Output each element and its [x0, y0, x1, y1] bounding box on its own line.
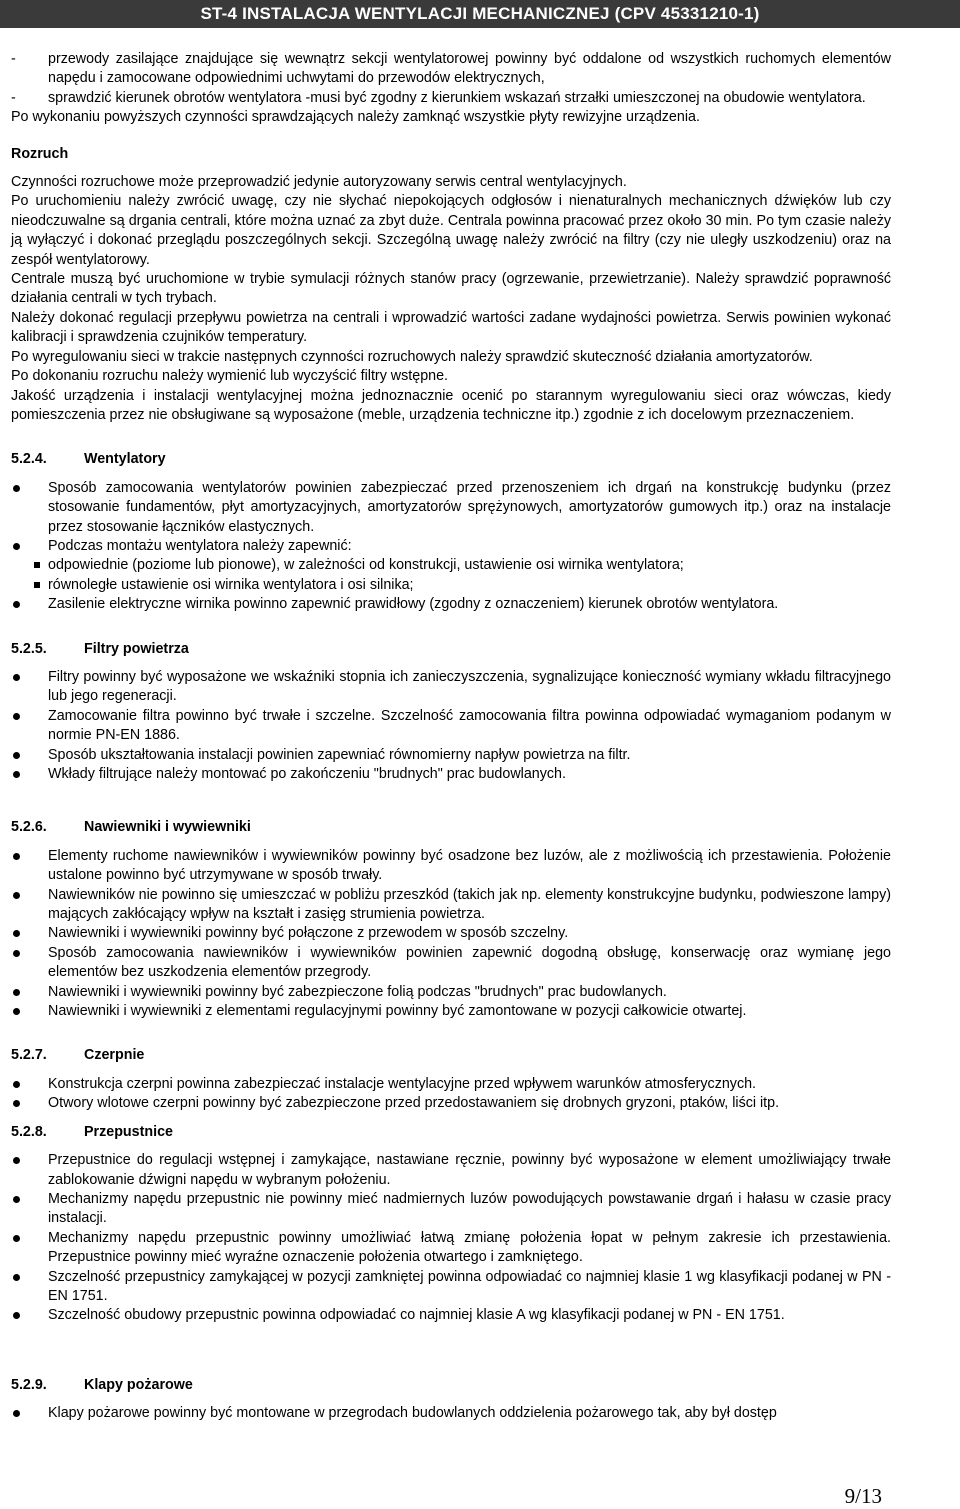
list-item: Nawiewników nie powinno się umieszczać w pobliżu przeszkód (takich jak np. elementy konstrukcyjne budynku, podwieszone lampy) mających zakłócający wpływ na kształt i zasięg strumienia powietrza. — [11, 886, 891, 925]
bullet-icon — [13, 543, 20, 550]
bullet-icon — [13, 1008, 20, 1015]
square-bullet-icon — [34, 582, 40, 588]
bullet-icon — [13, 1157, 20, 1164]
section-heading-nawiewniki: 5.2.6. Nawiewniki i wywiewniki — [11, 819, 251, 836]
list-item: Sposób zamocowania wentylatorów powinien zabezpieczać przed przenoszeniem ich drgań na konstrukcję budynku (przez stosowanie fundamentów, płyt amortyzacyjnych, amortyzatorów sprężynowych, amortyzatorów gumowych itp.) oraz na instalacje przez stosowanie łączników elastycznych. — [11, 479, 891, 537]
rozruch-paragraph: Po wyregulowaniu sieci w trakcie następnych czynności rozruchowych należy sprawdzić skuteczność działania amortyzatorów. — [11, 348, 813, 365]
bullet-icon — [13, 752, 20, 759]
bullet-icon — [13, 713, 20, 720]
bullet-icon — [13, 1274, 20, 1281]
rozruch-paragraph: Centrale muszą być uruchomione w trybie symulacji różnych stanów pracy (ogrzewanie, przewietrzanie). Należy sprawdzić poprawność działania centrali w tych trybach. — [11, 271, 891, 307]
list-item: Mechanizmy napędu przepustnic powinny umożliwiać łatwą zmianę położenia łopat w pełnym zakresie ich przestawienia. Przepustnice powinny mieć wyraźne oznaczenie położenia otwartego i zamkniętego. — [11, 1229, 891, 1268]
page-number: 9/13 — [844, 1484, 882, 1508]
bullet-list — [11, 1151, 891, 1326]
list-item: Nawiewniki i wywiewniki powinny być połączone z przewodem w sposób szczelny. — [11, 924, 891, 943]
list-item: Nawiewniki i wywiewniki powinny być zabezpieczone folią podczas "brudnych" prac budowlanych. — [11, 983, 891, 1002]
bullet-list — [11, 595, 891, 614]
section-title-rozruch: Rozruch — [11, 145, 69, 162]
intro-dash-item: - przewody zasilające znajdujące się wewnątrz sekcji wentylatorowej powinny być oddalone od wszystkich ruchomych elementów napędu i zamocowane odpowiednimi uchwytami do przewodów elektrycznych, — [11, 51, 891, 87]
list-item: Nawiewniki i wywiewniki z elementami regulacyjnymi powinny być zamontowane w pozycji całkowicie otwartej. — [11, 1002, 891, 1021]
sub-list-item: równoległe ustawienie osi wirnika wentylatora i osi silnika; — [11, 576, 891, 595]
list-item: Wkłady filtrujące należy montować po zakończeniu "brudnych" prac budowlanych. — [11, 765, 891, 784]
bullet-list — [11, 668, 891, 784]
intro-dash-item: - sprawdzić kierunek obrotów wentylatora -musi być zgodny z kierunkiem wskazań strzałki umieszczonej na obudowie wentylatora. — [11, 89, 866, 106]
bullet-icon — [13, 771, 20, 778]
bullet-list — [11, 479, 891, 557]
bullet-list — [11, 1404, 891, 1423]
rozruch-paragraph: Jakość urządzenia i instalacji wentylacyjnej można jednoznacznie ocenić po starannym wyregulowaniu sieci oraz wówczas, kiedy pomieszczenia przez nie obsługiwane są wyposażone (meble, urządzenia techniczne itp.) zgodnie z ich docelowym przeznaczeniem. — [11, 387, 891, 423]
bullet-list — [11, 1075, 891, 1114]
section-heading-filtry: 5.2.5. Filtry powietrza — [11, 640, 189, 657]
rozruch-paragraph: Po dokonaniu rozruchu należy wymienić lub wyczyścić filtry wstępne. — [11, 368, 449, 385]
bullet-icon — [13, 1235, 20, 1242]
list-item: Mechanizmy napędu przepustnic nie powinny mieć nadmiernych luzów powodujących powstawanie drgań i hałasu w czasie pracy instalacji. — [11, 1190, 891, 1229]
list-item: Klapy pożarowe powinny być montowane w przegrodach budowlanych oddzielenia pożarowego tak, aby był dostęp — [11, 1404, 891, 1423]
sub-list-item: odpowiednie (poziome lub pionowe), w zależności od konstrukcji, ustawienie osi wirnika wentylatora; — [11, 556, 891, 575]
list-item: Sposób ukształtowania instalacji powinien zapewniać równomierny napływ powietrza na filtr. — [11, 746, 891, 765]
bullet-icon — [13, 1100, 20, 1107]
list-item: Filtry powinny być wyposażone we wskaźniki stopnia ich zanieczyszczenia, sygnalizujące konieczność wymiany wkładu filtracyjnego lub jego regeneracji. — [11, 668, 891, 707]
section-heading-przepustnice: 5.2.8. Przepustnice — [11, 1123, 173, 1140]
list-item: Otwory wlotowe czerpni powinny być zabezpieczone przed przedostawaniem się drobnych gryzoni, ptaków, liści itp. — [11, 1094, 891, 1113]
list-item: Szczelność przepustnicy zamykającej w pozycji zamkniętej powinna odpowiadać co najmniej klasie 1 wg klasyfikacji podanej w PN - EN 1751. — [11, 1268, 891, 1307]
bullet-icon — [13, 930, 20, 937]
list-item: Sposób zamocowania nawiewników i wywiewników powinien zapewnić dogodną obsługę, konserwację oraz wymianę jego elementów bez uszkodzenia elementów przegrody. — [11, 944, 891, 983]
bullet-icon — [13, 1196, 20, 1203]
bullet-icon — [13, 1410, 20, 1417]
list-item: Zasilenie elektryczne wirnika powinno zapewnić prawidłowy (zgodny z oznaczeniem) kierunek obrotów wentylatora. — [11, 595, 891, 614]
list-item: Podczas montażu wentylatora należy zapewnić: — [11, 537, 891, 556]
list-item: Szczelność obudowy przepustnic powinna odpowiadać co najmniej klasie A wg klasyfikacji podanej w PN - EN 1751. — [11, 1306, 891, 1325]
bullet-icon — [13, 601, 20, 608]
bullet-icon — [13, 1312, 20, 1319]
sub-bullet-list — [11, 556, 891, 595]
bullet-list — [11, 847, 891, 1022]
bullet-icon — [13, 853, 20, 860]
document-header: ST-4 INSTALACJA WENTYLACJI MECHANICZNEJ (CPV 45331210-1) — [0, 0, 960, 28]
section-heading-wentylatory: 5.2.4. Wentylatory — [11, 451, 166, 468]
bullet-icon — [13, 674, 20, 681]
bullet-icon — [13, 1081, 20, 1088]
square-bullet-icon — [34, 562, 40, 568]
intro-paragraph: Po wykonaniu powyższych czynności sprawdzających należy zamknąć wszystkie płyty rewizyjne urządzenia. — [11, 109, 700, 126]
rozruch-paragraph: Czynności rozruchowe może przeprowadzić jedynie autoryzowany serwis central wentylacyjnych. — [11, 174, 627, 191]
list-item: Elementy ruchome nawiewników i wywiewników powinny być osadzone bez luzów, ale z możliwością ich przestawienia. Położenie ustalone powinno być utrzymywane w sposób trwały. — [11, 847, 891, 886]
bullet-icon — [13, 485, 20, 492]
bullet-icon — [13, 989, 20, 996]
rozruch-paragraph: Po uruchomieniu należy zwrócić uwagę, czy nie słychać niepokojących odgłosów i nienaturalnych mechanicznych dźwięków lub czy nieodczuwalne są drgania centrali, które można uznać za zbyt duże. Centrala powinna pracować przez około 30 min. Po tym czasie należy ją wyłączyć i dokonać przeglądu poszczególnych sekcji. Szczególną uwagę należy zwrócić na filtry (czy nie uległy uszkodzeniu) oraz na zespół wentylatorowy. — [11, 193, 891, 268]
list-item: Zamocowanie filtra powinno być trwałe i szczelne. Szczelność zamocowania filtra powinna odpowiadać wymaganiom podanym w normie PN-EN 1886. — [11, 707, 891, 746]
bullet-icon — [13, 950, 20, 957]
bullet-icon — [13, 892, 20, 899]
list-item: Konstrukcja czerpni powinna zabezpieczać instalacje wentylacyjne przed wpływem warunków atmosferycznych. — [11, 1075, 891, 1094]
section-heading-klapy-pozarowe: 5.2.9. Klapy pożarowe — [11, 1376, 193, 1393]
section-heading-czerpnie: 5.2.7. Czerpnie — [11, 1047, 145, 1064]
document-body — [11, 50, 891, 1424]
list-item: Przepustnice do regulacji wstępnej i zamykające, nastawiane ręcznie, powinny być wyposażone w element umożliwiający trwałe zablokowanie dźwigni napędu w wybranym położeniu. — [11, 1151, 891, 1190]
rozruch-paragraph: Należy dokonać regulacji przepływu powietrza na centrali i wprowadzić wartości zadane wydajności powietrza. Serwis powinien wykonać kalibracji i sprawdzenia czujników temperatury. — [11, 309, 891, 346]
